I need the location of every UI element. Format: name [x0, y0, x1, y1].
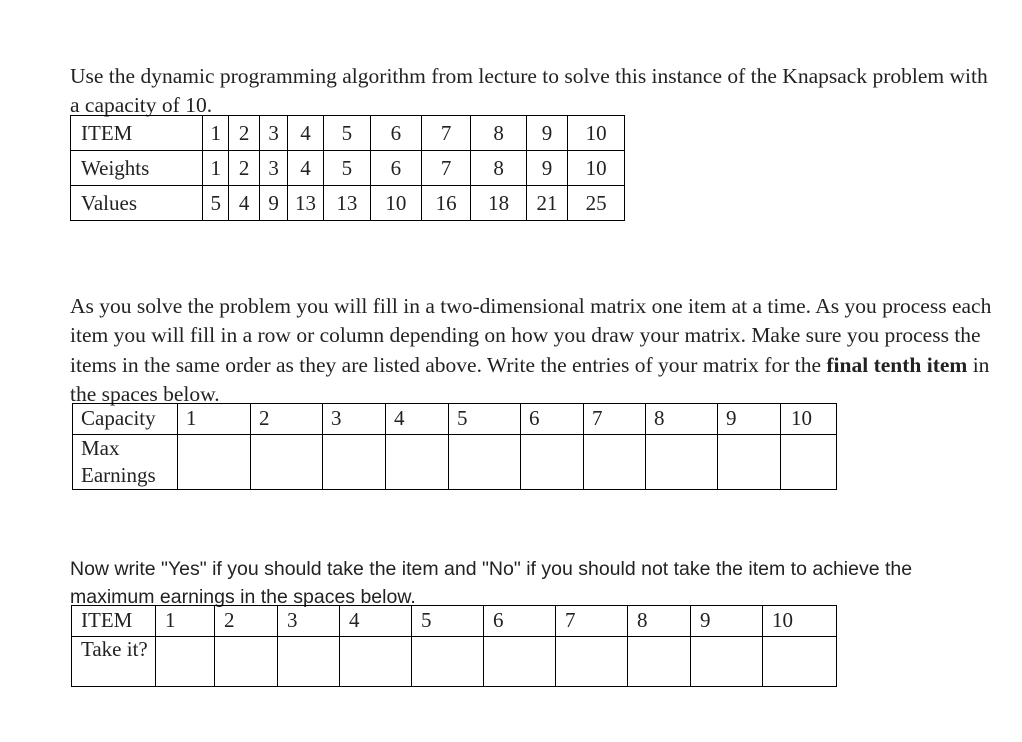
take-answer-cell[interactable]	[763, 637, 837, 687]
capacity-cell: 1	[178, 404, 251, 435]
weight-cell: 6	[370, 151, 421, 186]
capacity-row	[73, 404, 837, 435]
value-cell: 10	[370, 186, 421, 221]
capacity-cell: 9	[718, 404, 781, 435]
weight-cell: 3	[259, 151, 287, 186]
items-row-weights	[71, 151, 625, 186]
item-cell: 3	[259, 116, 287, 151]
weight-cell: 8	[471, 151, 527, 186]
weight-cell: 10	[568, 151, 625, 186]
items-row-item	[71, 116, 625, 151]
capacity-cell: 8	[646, 404, 718, 435]
item-cell: 2	[229, 116, 260, 151]
capacity-cell: 10	[781, 404, 837, 435]
take-answer-cell[interactable]	[556, 637, 628, 687]
value-cell: 21	[526, 186, 567, 221]
instructions-text-end: in the spaces below.	[70, 352, 990, 406]
earnings-answer-cell[interactable]	[323, 435, 386, 490]
item-cell: 8	[471, 116, 527, 151]
earnings-answer-cell[interactable]	[449, 435, 521, 490]
capacity-cell: 4	[386, 404, 449, 435]
earnings-answer-cell[interactable]	[521, 435, 584, 490]
item-cell: 9	[526, 116, 567, 151]
capacity-cell: 5	[449, 404, 521, 435]
take-answer-cell[interactable]	[278, 637, 340, 687]
max-earnings-row	[73, 435, 837, 490]
instructions-bold: final tenth item	[826, 352, 968, 377]
take-answer-cell[interactable]	[484, 637, 556, 687]
take-item-number: 2	[215, 606, 278, 637]
take-item-number: 6	[484, 606, 556, 637]
take-item-number: 9	[691, 606, 763, 637]
max-earnings-matrix	[72, 403, 837, 490]
earnings-answer-cell[interactable]	[178, 435, 251, 490]
take-it-row	[72, 637, 837, 687]
take-item-number: 3	[278, 606, 340, 637]
take-it-label: Take it?	[72, 637, 156, 687]
earnings-answer-cell[interactable]	[646, 435, 718, 490]
take-item-number: 1	[156, 606, 215, 637]
take-answer-cell[interactable]	[340, 637, 412, 687]
take-item-number: 7	[556, 606, 628, 637]
earnings-answer-cell[interactable]	[718, 435, 781, 490]
take-item-number: 4	[340, 606, 412, 637]
value-cell: 16	[421, 186, 471, 221]
max-earnings-label: Max Earnings	[73, 435, 178, 490]
earnings-answer-cell[interactable]	[584, 435, 646, 490]
take-answer-cell[interactable]	[215, 637, 278, 687]
row-label-values: Values	[71, 186, 203, 221]
item-cell: 10	[568, 116, 625, 151]
take-item-header-row	[72, 606, 837, 637]
take-item-number: 5	[412, 606, 484, 637]
items-table	[70, 115, 625, 221]
value-cell: 5	[203, 186, 229, 221]
intro-paragraph: Use the dynamic programming algorithm from lecture to solve this instance of the Knapsack problem with a capacity of 10.	[70, 63, 988, 117]
weight-cell: 2	[229, 151, 260, 186]
instructions-paragraph	[70, 292, 1000, 410]
row-label-item: ITEM	[71, 116, 203, 151]
item-cell: 6	[370, 116, 421, 151]
capacity-label: Capacity	[73, 404, 178, 435]
item-cell: 4	[288, 116, 323, 151]
value-cell: 4	[229, 186, 260, 221]
take-answer-cell[interactable]	[691, 637, 763, 687]
take-item-label: ITEM	[72, 606, 156, 637]
row-label-weights: Weights	[71, 151, 203, 186]
earnings-answer-cell[interactable]	[251, 435, 323, 490]
instructions-text: As you solve the problem you will fill in a two-dimensional matrix one item at a time. As you process each item you will fill in a row or column depending on how you draw your matrix. Make sure you process the items in the same order as they are listed above. Write the entries of your matrix for the	[70, 293, 992, 377]
capacity-cell: 6	[521, 404, 584, 435]
item-cell: 1	[203, 116, 229, 151]
value-cell: 18	[471, 186, 527, 221]
take-item-number: 10	[763, 606, 837, 637]
yes-no-instructions: Now write "Yes" if you should take the item and "No" if you should not take the item to achieve the maximum earnings in the spaces below.	[70, 557, 913, 608]
take-item-table	[71, 605, 837, 687]
weight-cell: 4	[288, 151, 323, 186]
take-item-number: 8	[628, 606, 691, 637]
item-cell: 5	[323, 116, 370, 151]
earnings-answer-cell[interactable]	[386, 435, 449, 490]
value-cell: 13	[288, 186, 323, 221]
value-cell: 25	[568, 186, 625, 221]
weight-cell: 1	[203, 151, 229, 186]
capacity-cell: 3	[323, 404, 386, 435]
item-cell: 7	[421, 116, 471, 151]
take-answer-cell[interactable]	[156, 637, 215, 687]
value-cell: 13	[323, 186, 370, 221]
earnings-answer-cell[interactable]	[781, 435, 837, 490]
take-answer-cell[interactable]	[412, 637, 484, 687]
weight-cell: 7	[421, 151, 471, 186]
capacity-cell: 7	[584, 404, 646, 435]
take-answer-cell[interactable]	[628, 637, 691, 687]
value-cell: 9	[259, 186, 287, 221]
capacity-cell: 2	[251, 404, 323, 435]
weight-cell: 9	[526, 151, 567, 186]
items-row-values	[71, 186, 625, 221]
weight-cell: 5	[323, 151, 370, 186]
